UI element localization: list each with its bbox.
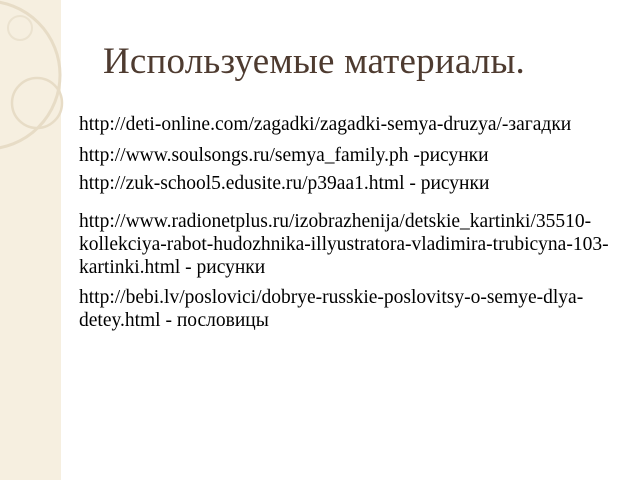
source-desc: - рисунки — [404, 173, 490, 194]
source-item — [79, 144, 629, 167]
source-item — [79, 286, 629, 332]
source-desc: - рисунки — [180, 257, 266, 278]
source-url[interactable]: http://www.radionetplus.ru/izobrazhenija/detskie_kartinki/35510-kollekciya-rabot-hudozhnika-illyustratora-vladimira-trubicyna-103-kartinki.html — [79, 211, 609, 278]
source-url[interactable]: http://www.soulsongs.ru/semya_family.ph — [79, 145, 409, 166]
sources-list — [79, 113, 629, 332]
source-item — [79, 113, 629, 136]
source-url[interactable]: http://deti-online.com/zagadki/zagadki-semya-druzya/ — [79, 114, 502, 135]
source-desc: - пословицы — [160, 310, 269, 331]
source-desc: -рисунки — [408, 145, 489, 166]
source-item — [79, 172, 629, 195]
source-url[interactable]: http://bebi.lv/poslovici/dobrye-russkie-poslovitsy-o-semye-dlya-detey.html — [79, 287, 584, 331]
source-item — [79, 210, 629, 279]
deco-circle-small — [8, 16, 32, 40]
source-url[interactable]: http://zuk-school5.edusite.ru/p39aa1.html — [79, 173, 405, 194]
source-desc: -загадки — [501, 114, 572, 135]
slide-title: Используемые материалы. — [103, 41, 525, 82]
